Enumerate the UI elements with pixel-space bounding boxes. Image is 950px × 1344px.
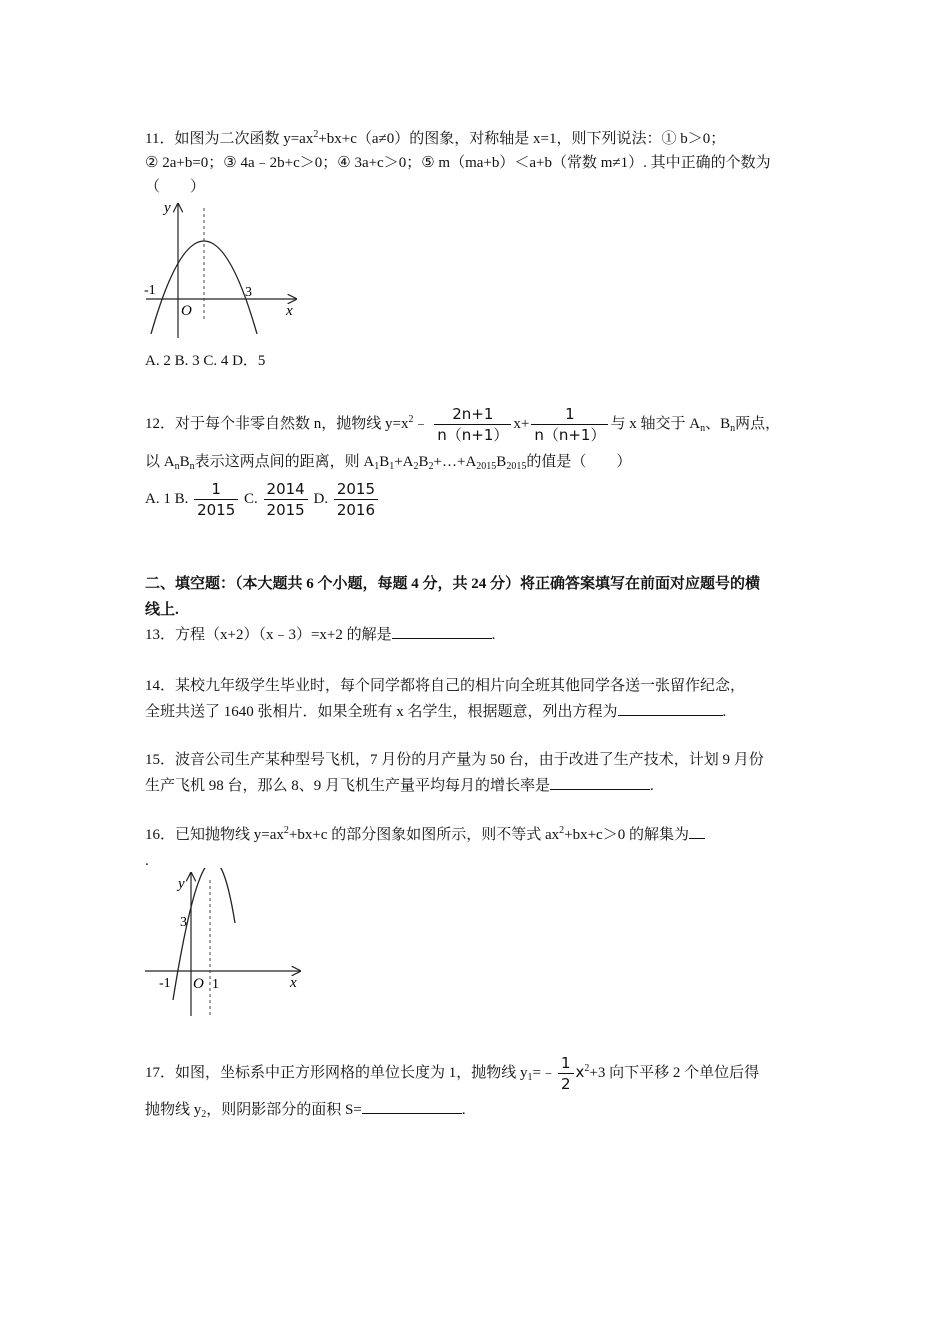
q16-answer-blank[interactable] — [689, 824, 705, 839]
q12-fraction-2: $\frac{1}{n(n+1)}$ — [531, 404, 608, 445]
q11-line2: ② 2a+b=0；③ 4a﹣2b+c＞0；④ 3a+c＞0；⑤ m（ma+b）＜a+b（常数 m≠1）. 其中正确的个数为 — [145, 155, 771, 171]
q12-option-d: $\frac{2015}{2016}$ — [334, 479, 378, 520]
q16-origin-label: O — [193, 976, 204, 992]
q17-line1: 17．如图，坐标系中正方形网格的单位长度为 1，抛物线 $y_1=﹣$ $\frac{1}{2}$ $x^2+3$ 向下平移 2 个单位后得 — [145, 1054, 760, 1094]
q17-fraction: $\frac{1}{2}$ — [558, 1053, 574, 1094]
q13-answer-blank[interactable] — [392, 624, 492, 639]
q16-neg-root-label: -1 — [159, 976, 171, 991]
q11-x-label: x — [286, 303, 293, 319]
q12-fraction-1: $\frac{2n+1}{n(n+1)}$ — [434, 404, 511, 445]
q11-options: A. 2 B. 3 C. 4 D．5 — [145, 353, 266, 369]
q12-line1: 12．对于每个非零自然数 n，抛物线 $y=x^2﹣$ $\frac{2n+1}{n(n+1)}$ x+ $\frac{1}{n(n+1)}$ 与 x 轴交于 $A_n$、$B_n$两点， — [145, 405, 781, 445]
section2-heading-line1: 二、填空题：（本大题共 6 个小题，每题 4 分，共 24 分）将正确答案填写在前面对应题号的横 — [145, 576, 761, 592]
q11-y-label: y — [164, 200, 171, 216]
q11-line1: 11．如图为二次函数 $y=ax^2+bx+c(a\ne 0)$的图象，对称轴是 x=1，则下列说法：① b＞0； — [145, 129, 726, 147]
q12-option-b: $\frac{1}{2015}$ — [194, 479, 238, 520]
q11-neg-root-label: -1 — [144, 283, 156, 298]
q14-line1: 14．某校九年级学生毕业时，每个同学都将自己的相片向全班其他同学各送一张留作纪念， — [145, 678, 746, 694]
q14-line2: 全班共送了 1640 张相片．如果全班有 x 名学生，根据题意，列出方程为 . — [145, 699, 810, 725]
q17-answer-blank[interactable] — [362, 1099, 462, 1114]
q15-line1: 15．波音公司生产某种型号飞机，7 月份的月产量为 50 台，由于改进了生产技术，计划 9 月份 — [145, 752, 764, 768]
q16-line2: . — [145, 853, 149, 869]
q16-y-label: y — [178, 876, 185, 892]
section2-heading-line2: 线上. — [145, 602, 179, 618]
q16-intercept-label: 3 — [180, 915, 187, 930]
q12-options: A. 1 B. $\frac{1}{2015}$ C. $\frac{2014}{2015}$ D. $\frac{2015}{2016}$ — [145, 478, 810, 520]
q11-pos-root-label: 3 — [245, 285, 252, 300]
q16-axis-label: 1 — [212, 977, 219, 992]
q12-line2: 以 $A_nB_n$表示这两点间的距离，则 $A_1B_1+A_2B_2+\dots+A_{2015}B_{2015}$的值是（ ） — [145, 454, 632, 472]
q12-option-c: $\frac{2014}{2015}$ — [264, 479, 308, 520]
q15-answer-blank[interactable] — [550, 775, 650, 790]
q15-line2: 生产飞机 98 台，那么 8、9 月飞机生产量平均每月的增长率是 . — [145, 773, 810, 799]
q11-line3: （ ） — [145, 179, 206, 195]
q11-origin-label: O — [181, 303, 192, 319]
q16-line1: 16．已知抛物线 $y=ax^2+bx+c$ 的部分图象如图所示，则不等式 $ax^2+bx+c>0$ 的解集为 — [145, 822, 810, 848]
q11-graph — [138, 198, 303, 346]
q17-line2: 抛物线 $y_2$，则阴影部分的面积 S= . — [145, 1097, 810, 1123]
q14-answer-blank[interactable] — [618, 701, 723, 716]
q16-graph — [140, 868, 310, 1020]
q13: 13．方程（x+2）（x﹣3）=x+2 的解是 . — [145, 622, 810, 648]
q16-x-label: x — [290, 975, 297, 991]
